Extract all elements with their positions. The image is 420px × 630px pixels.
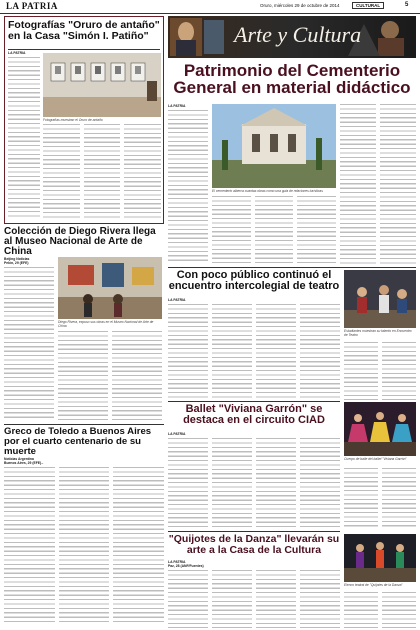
date-line: Oruro, miércoles 29 de octubre de 2014 xyxy=(260,3,340,8)
quijotes-photo xyxy=(344,534,416,582)
photo-caption: Cuerpo de baile del ballet "Viviana Garrón" xyxy=(344,457,407,461)
article-body xyxy=(4,267,54,421)
article-headline: Colección de Diego Rivera llega al Museo Nacional de Arte de China xyxy=(4,226,156,258)
article-columns xyxy=(168,570,340,628)
article-body xyxy=(168,110,208,264)
right-column xyxy=(168,16,416,628)
text-column xyxy=(58,331,108,421)
article-byline: LA PATRIA xyxy=(168,432,186,436)
article-headline: Ballet "Viviana Garrón" se destaca en el circuito CIAD xyxy=(183,403,325,427)
article-teatro xyxy=(168,270,416,400)
text-column xyxy=(212,438,252,528)
article-columns xyxy=(58,331,162,421)
ballet-photo xyxy=(344,402,416,456)
banner-title: Arte y Cultura xyxy=(234,22,362,47)
photo-caption: Elenco teatral de "Quijotes de la Danza" xyxy=(344,583,403,587)
text-column xyxy=(380,104,416,264)
masthead xyxy=(0,0,420,14)
section-tag: CULTURAL xyxy=(352,2,384,9)
text-column xyxy=(255,196,294,264)
text-column xyxy=(59,467,110,625)
text-column xyxy=(4,467,55,625)
teatro-photo xyxy=(344,270,416,328)
text-column xyxy=(344,592,378,628)
article-byline: LA PATRIA xyxy=(8,51,26,55)
article-quijotes xyxy=(168,534,416,628)
text-column xyxy=(340,104,376,264)
article-byline: LA PATRIA xyxy=(168,104,186,108)
article-columns xyxy=(340,104,416,264)
text-column xyxy=(124,124,161,220)
photo-caption: Diego Rivera, expuso sus obras en el Museo Nacional de Arte de China xyxy=(58,320,154,328)
text-column xyxy=(113,467,164,625)
text-column xyxy=(112,331,162,421)
text-column xyxy=(297,196,336,264)
article-headline: Fotografías "Oruro de antaño" en la Casa "Simón I. Patiño" xyxy=(8,19,160,42)
article-columns xyxy=(212,196,336,264)
article-columns xyxy=(344,592,416,628)
article-columns xyxy=(168,304,340,400)
article-columns xyxy=(4,467,164,625)
article-rule xyxy=(8,49,160,50)
cemetery-photo-graphic xyxy=(212,104,336,188)
separator-rule xyxy=(168,531,340,532)
article-body xyxy=(8,57,40,219)
separator-rule xyxy=(168,267,416,268)
article-ballet xyxy=(168,404,416,530)
photo-caption: Estudiantes muestran su talento en Encuentro de Teatro xyxy=(344,329,412,337)
page-number: 5 xyxy=(405,2,409,8)
text-column xyxy=(212,304,252,400)
article-headline: Greco de Toledo a Buenos Aires por el cuarto centenario de su muerte xyxy=(4,426,152,457)
text-column xyxy=(344,468,378,528)
left-column xyxy=(4,16,164,628)
text-column xyxy=(43,124,80,220)
text-column xyxy=(382,592,416,628)
text-column xyxy=(212,570,252,628)
photo-caption: El cementerio alberca cuantas obras como una guía de relaciones turísticas xyxy=(212,189,323,193)
text-column xyxy=(382,468,416,528)
quijotes-photo-graphic xyxy=(344,534,416,582)
article-byline: LA PATRIA Paz, 28 (ANF/Fuentes) xyxy=(168,560,204,568)
text-column xyxy=(300,438,340,528)
article-columns xyxy=(43,124,161,220)
gallery-photo xyxy=(43,53,161,117)
text-column xyxy=(300,570,340,628)
photo-caption: Fotografías muestran el Oruro de antaño xyxy=(43,118,103,122)
ballet-photo-graphic xyxy=(344,402,416,456)
text-column xyxy=(256,438,296,528)
text-column xyxy=(256,570,296,628)
text-column xyxy=(168,438,208,528)
text-column xyxy=(212,196,251,264)
article-columns xyxy=(344,342,416,400)
text-column xyxy=(256,304,296,400)
separator-rule xyxy=(4,424,164,425)
gallery-photo-graphic xyxy=(43,53,161,117)
cemetery-photo xyxy=(212,104,336,188)
text-column xyxy=(168,304,208,400)
article-greco xyxy=(4,427,164,627)
article-headline: Patrimonio del Cementerio General en material didáctico xyxy=(173,61,411,98)
section-banner xyxy=(168,16,416,58)
text-column xyxy=(382,342,416,400)
article-columns xyxy=(344,468,416,528)
article-headline: "Quijotes de la Danza" llevarán su arte a la Casa de la Cultura xyxy=(168,533,340,556)
paper-name: LA PATRIA xyxy=(6,1,58,11)
article-oruro-antano xyxy=(4,16,164,224)
separator-rule xyxy=(168,401,340,402)
text-column xyxy=(344,342,378,400)
article-patrimonio xyxy=(168,62,416,266)
diego-rivera-photo xyxy=(58,257,162,319)
article-byline: Noticias Argentina Buenos Aires, 29 (EFE).- xyxy=(4,457,44,465)
text-column xyxy=(168,570,208,628)
text-column xyxy=(300,304,340,400)
text-column xyxy=(84,124,121,220)
article-byline: Beijing Noticias Pekín, 29 (EFE) xyxy=(4,257,30,265)
article-diego-rivera xyxy=(4,227,164,423)
article-headline: Con poco público continuó el encuentro intercolegial de teatro xyxy=(168,269,340,293)
teatro-photo-graphic xyxy=(344,270,416,328)
article-byline: LA PATRIA xyxy=(168,298,186,302)
article-columns xyxy=(168,438,340,528)
diego-rivera-photo-graphic xyxy=(58,257,162,319)
